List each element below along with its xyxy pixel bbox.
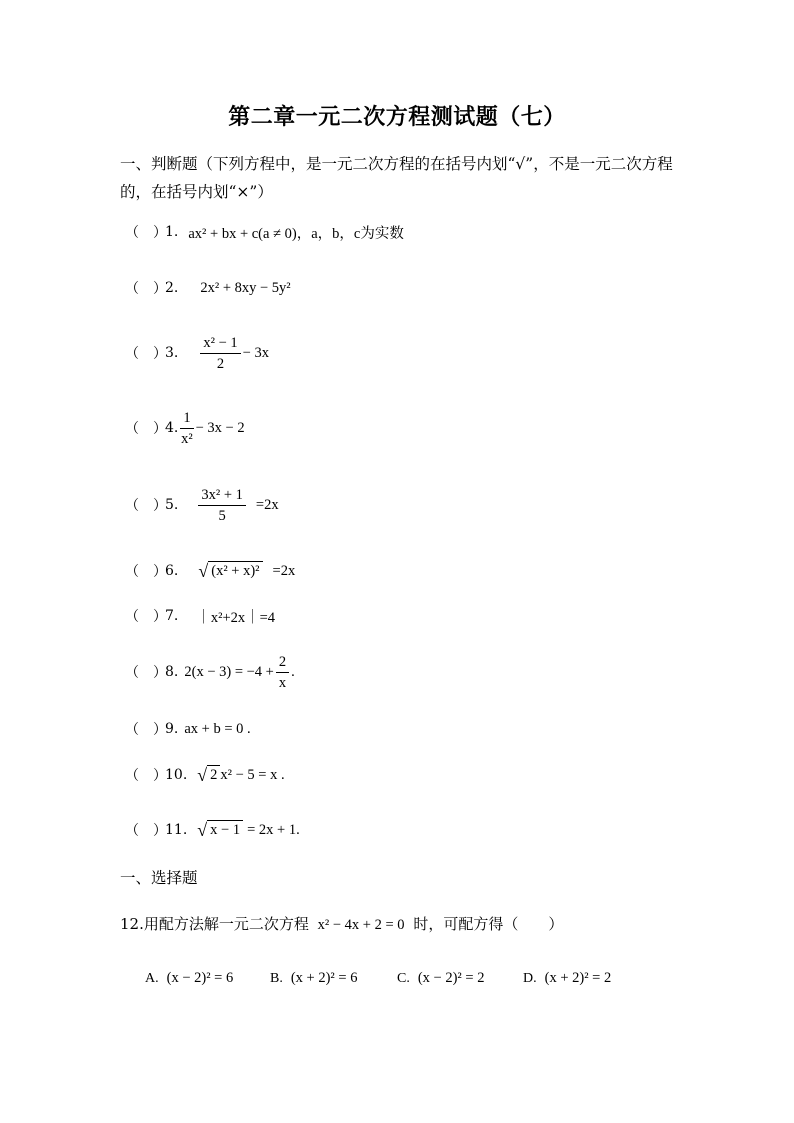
judge-item-11 [125,820,300,840]
option-label: B. [270,970,283,986]
item-number: 7. [165,608,179,624]
option-expression: (x + 2)² = 6 [290,970,358,986]
answer-paren[interactable]: （ ） [125,564,167,580]
answer-paren[interactable]: （ ） [125,225,167,241]
sqrt-icon: √ [197,765,208,785]
page-title: 第二章一元二次方程测试题（七） [228,104,566,130]
judge-item-9 [125,719,251,739]
denominator: 2 [216,355,225,372]
section-1-heading: 一、判断题（下列方程中，是一元二次方程的在括号内划“√”，不是一元二次方程的，在括号内划“×”） [120,155,673,201]
item-number: 3. [165,345,179,361]
judge-item-8 [125,653,295,691]
denominator: 5 [218,507,226,524]
option-d[interactable] [523,970,611,987]
radical [197,820,243,840]
expression-head: 2(x − 3) = −4 + [184,663,274,680]
numerator: x² − 1 [200,335,240,354]
item-number: 9. [165,721,179,737]
judge-item-7 [125,606,275,626]
option-label: D. [523,970,537,986]
item-number: 6. [165,563,179,579]
question-stem-prefix: 12.用配方法解一元二次方程 [120,915,309,933]
radicand: x − 1 [207,820,243,840]
fraction [180,410,193,447]
radicand: (x² + x)² [208,561,262,581]
numerator: 3x² + 1 [198,487,246,506]
option-a[interactable] [145,970,233,987]
item-number: 11. [165,822,188,838]
question-stem-suffix: 时，可配方得（ ） [413,915,564,933]
judge-item-4 [125,409,245,447]
sqrt-icon: √ [197,820,208,840]
judge-item-2 [125,278,291,298]
answer-paren[interactable]: （ ） [125,665,167,681]
item-number: 4. [165,420,179,436]
item-expression: ｜x²+2x｜=4 [196,609,276,626]
option-c[interactable] [397,970,484,987]
judge-item-10 [125,765,285,785]
denominator: x² [181,430,193,447]
numerator: 1 [180,410,193,429]
question-equation: x² − 4x + 2 = 0 [317,917,405,933]
sqrt-icon: √ [198,561,209,581]
fraction [276,654,289,691]
item-expression: 2x² + 8xy − 5y² [200,279,291,296]
item-number: 5. [165,497,179,513]
expression-tail: − 3x − 2 [195,419,245,436]
item-number: 1. [165,224,179,240]
judge-item-3 [125,334,269,372]
option-expression: (x + 2)² = 2 [544,970,612,986]
question-12 [120,913,563,934]
item-expression: ax + b = 0 . [184,720,251,737]
answer-paren[interactable]: （ ） [125,768,167,784]
numerator: 2 [276,654,289,673]
fraction [198,487,246,524]
radical [198,561,262,581]
judge-item-1 [125,222,404,242]
option-expression: (x − 2)² = 6 [166,970,234,986]
expression-tail: = 2x + 1. [247,821,300,838]
item-number: 2. [165,280,179,296]
answer-paren[interactable]: （ ） [125,722,167,738]
answer-paren[interactable]: （ ） [125,498,167,514]
expression-tail: =2x [272,562,296,579]
section-2-heading: 一、选择题 [120,869,198,887]
item-expression: ax² + bx + c(a ≠ 0)，a，b，c为实数 [188,225,404,242]
option-expression: (x − 2)² = 2 [417,970,485,986]
radicand: 2 [207,765,220,785]
radical [197,765,220,785]
fraction [200,335,240,372]
item-number: 8. [165,664,179,680]
answer-paren[interactable]: （ ） [125,281,167,297]
expression-tail: − 3x [242,344,269,361]
answer-paren[interactable]: （ ） [125,823,167,839]
option-b[interactable] [270,970,357,987]
answer-paren[interactable]: （ ） [125,421,167,437]
item-number: 10. [165,767,188,783]
expression-tail: . [291,663,295,680]
judge-item-6 [125,561,295,581]
expression-tail: x² − 5 = x . [220,766,285,783]
option-label: C. [397,970,410,986]
option-label: A. [145,970,159,986]
expression-tail: =2x [255,496,279,513]
answer-paren[interactable]: （ ） [125,609,167,625]
answer-paren[interactable]: （ ） [125,346,167,362]
denominator: x [278,674,287,691]
judge-item-5 [125,486,279,524]
